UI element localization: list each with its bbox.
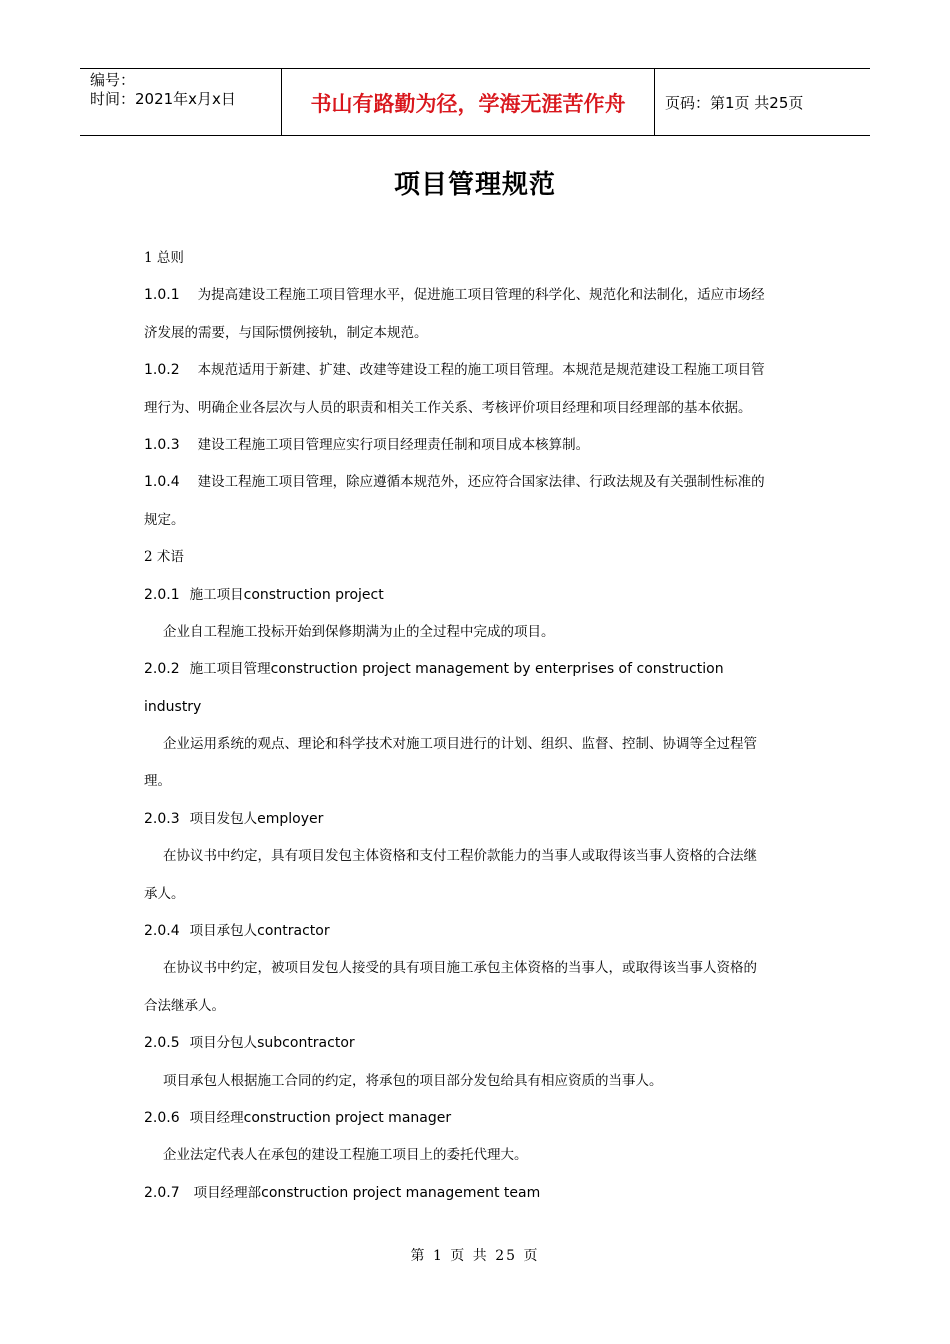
header-left-cell — [80, 69, 281, 135]
term-2-0-1 — [144, 577, 806, 614]
header-page-info: 页码：第1页 共25页 — [665, 93, 804, 112]
term-number: 2.0.7 — [144, 1184, 180, 1201]
document-title: 项目管理规范 — [393, 170, 556, 200]
term-definition: 企业自工程施工投标开始到保修期满为止的全过程中完成的项目。 — [163, 623, 555, 640]
term-cn: 项目经理部 — [193, 1184, 262, 1201]
term-en: construction project management by enterprises of construction — [270, 661, 724, 678]
term-en: contractor — [257, 923, 330, 940]
clause-text: 建设工程施工项目管理，除应遵循本规范外，还应符合国家法律、行政法规及有关强制性标准的 — [197, 474, 765, 491]
term-en: employer — [257, 810, 324, 827]
clause-text-continued: 济发展的需要，与国际惯例接轨，制定本规范。 — [144, 324, 428, 341]
term-definition: 项目承包人根据施工合同的约定，将承包的项目部分发包给具有相应资质的当事人。 — [163, 1072, 663, 1089]
page-footer: 第 1 页 共 25 页 — [410, 1248, 540, 1264]
term-cn: 施工项目 — [189, 586, 244, 603]
term-number: 2.0.1 — [144, 586, 180, 603]
code-label: 编号： — [90, 71, 136, 89]
clause-number: 1.0.1 — [144, 287, 180, 304]
term-number: 2.0.5 — [144, 1035, 180, 1052]
clause-text-continued: 规定。 — [144, 511, 185, 528]
term-definition: 企业运用系统的观点、理论和科学技术对施工项目进行的计划、组织、监督、控制、协调等全过程管 — [163, 736, 757, 753]
term-2-0-2 — [144, 651, 806, 688]
clause-number: 1.0.3 — [144, 436, 180, 453]
term-cn: 项目分包人 — [189, 1035, 258, 1052]
document-header — [80, 68, 870, 136]
clause-text: 本规范适用于新建、扩建、改建等建设工程的施工项目管理。本规范是规范建设工程施工项目管 — [197, 362, 765, 379]
section-heading: 1 总则 — [144, 250, 184, 266]
term-2-0-7 — [144, 1175, 806, 1212]
term-definition: 在协议书中约定，具有项目发包主体资格和支付工程价款能力的当事人或取得该当事人资格的合法继 — [163, 848, 757, 865]
term-en-continued: industry — [144, 698, 202, 715]
term-cn: 项目发包人 — [189, 810, 258, 827]
term-cn: 项目经理 — [189, 1109, 244, 1126]
term-en: subcontractor — [257, 1035, 355, 1052]
term-2-0-3 — [144, 801, 806, 838]
term-cn: 施工项目管理 — [189, 661, 271, 678]
clause-text-continued: 理行为、明确企业各层次与人员的职责和相关工作关系、考核评价项目经理和项目经理部的基本依据。 — [144, 399, 752, 416]
term-cn: 项目承包人 — [189, 923, 258, 940]
clause-text: 为提高建设工程施工项目管理水平，促进施工项目管理的科学化、规范化和法制化，适应市场经 — [197, 287, 765, 304]
clause-1-0-3 — [144, 427, 806, 464]
time-label: 时间：2021年x月x日 — [90, 90, 236, 108]
term-definition: 在协议书中约定，被项目发包人接受的具有项目施工承包主体资格的当事人，或取得该当事人资格的 — [163, 960, 757, 977]
term-definition-continued: 承人。 — [144, 885, 185, 902]
term-en: construction project manager — [243, 1109, 452, 1126]
term-number: 2.0.4 — [144, 923, 180, 940]
term-en: construction project management team — [261, 1184, 541, 1201]
clause-1-0-2 — [144, 352, 806, 389]
term-2-0-6 — [144, 1100, 806, 1137]
term-definition-continued: 理。 — [144, 773, 171, 790]
term-definition-continued: 合法继承人。 — [144, 997, 225, 1014]
term-number: 2.0.3 — [144, 810, 180, 827]
document-body — [144, 240, 806, 1212]
clause-1-0-1 — [144, 277, 806, 314]
clause-number: 1.0.4 — [144, 474, 180, 491]
clause-number: 1.0.2 — [144, 362, 180, 379]
header-motto: 书山有路勤为径，学海无涯苦作舟 — [281, 69, 655, 135]
clause-text: 建设工程施工项目管理应实行项目经理责任制和项目成本核算制。 — [197, 436, 590, 453]
section-heading: 2 术语 — [144, 549, 184, 566]
term-number: 2.0.6 — [144, 1109, 180, 1126]
term-definition: 企业法定代表人在承包的建设工程施工项目上的委托代理大。 — [163, 1147, 528, 1164]
term-en: construction project — [243, 586, 384, 603]
term-2-0-4 — [144, 913, 806, 950]
term-2-0-5 — [144, 1025, 806, 1062]
term-number: 2.0.2 — [144, 661, 180, 678]
clause-1-0-4 — [144, 464, 806, 501]
